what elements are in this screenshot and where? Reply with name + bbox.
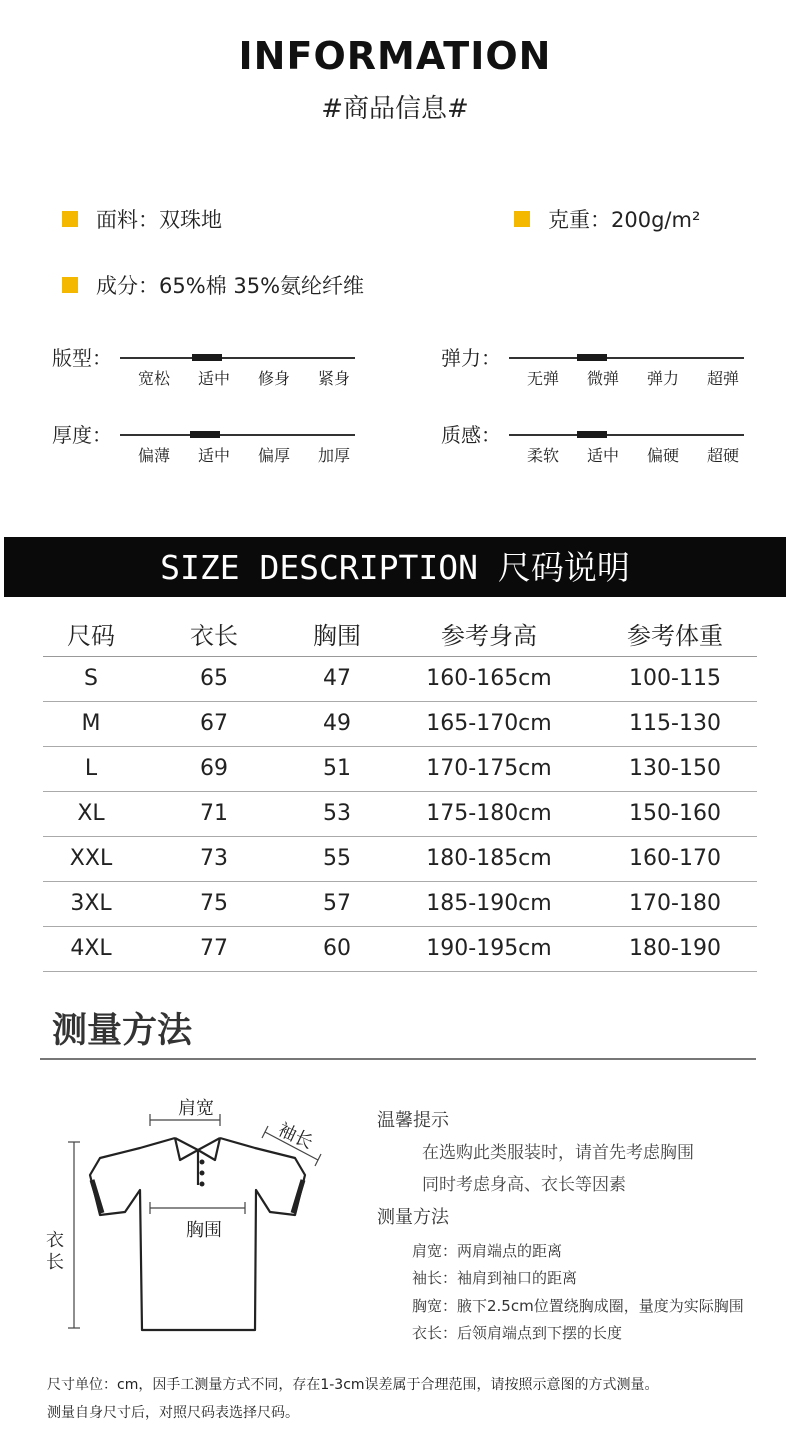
table-cell: 57 [289, 881, 385, 926]
scale-option: 偏硬 [646, 446, 679, 465]
table-row [43, 656, 757, 701]
scale-option: 微弹 [586, 369, 619, 388]
scale-label: 厚度： [52, 423, 112, 447]
info-fabric-text: 面料：双珠地 [96, 208, 222, 232]
column-header: 胸围 [289, 612, 385, 656]
table-row [43, 836, 757, 881]
table-cell: 175-180cm [385, 791, 593, 836]
table-cell: 75 [139, 881, 289, 926]
scale-label: 弹力： [441, 346, 501, 370]
table-cell: 160-165cm [385, 656, 593, 701]
bullet-square-icon [62, 277, 78, 293]
info-composition-text: 成分：65%棉 35%氨纶纤维 [96, 274, 365, 298]
table-cell: 51 [289, 746, 385, 791]
scale-option: 适中 [197, 446, 230, 465]
method-line: 肩宽：两肩端点的距离 [412, 1242, 563, 1260]
scale-option: 适中 [197, 369, 230, 388]
bullet-square-icon [514, 211, 530, 227]
scale-option: 无弹 [526, 369, 559, 388]
table-cell: 170-180 [593, 881, 757, 926]
table-cell: 4XL [43, 926, 139, 971]
scale-thickness [52, 419, 352, 479]
table-cell: 60 [289, 926, 385, 971]
table-cell: 3XL [43, 881, 139, 926]
diagram-label-sleeve: 袖长 [274, 1119, 317, 1154]
info-composition [62, 270, 364, 300]
info-weight [514, 204, 700, 234]
diagram-label-chest: 胸围 [186, 1220, 222, 1241]
scale-option: 紧身 [317, 369, 350, 388]
scale-line [509, 357, 744, 359]
table-cell: 71 [139, 791, 289, 836]
page-title: INFORMATION [238, 34, 552, 78]
column-header: 尺码 [43, 612, 139, 656]
table-row [43, 791, 757, 836]
scale-line [120, 357, 355, 359]
table-cell: 185-190cm [385, 881, 593, 926]
table-cell: S [43, 656, 139, 701]
table-cell: 115-130 [593, 701, 757, 746]
scale-label: 质感： [441, 423, 501, 447]
table-cell: 67 [139, 701, 289, 746]
scale-option: 修身 [257, 369, 290, 388]
table-row [43, 881, 757, 926]
table-cell: 65 [139, 656, 289, 701]
scale-marker [190, 431, 220, 438]
table-cell: 130-150 [593, 746, 757, 791]
table-cell: 180-190 [593, 926, 757, 971]
scale-option: 弹力 [646, 369, 679, 388]
scale-marker [577, 431, 607, 438]
scale-fit [52, 342, 352, 402]
size-table-header [43, 612, 757, 656]
table-cell: 165-170cm [385, 701, 593, 746]
table-cell: 47 [289, 656, 385, 701]
scale-label: 版型： [52, 346, 112, 370]
scale-marker [192, 354, 222, 361]
scale-option: 柔软 [526, 446, 559, 465]
method-line: 衣长：后领肩端点到下摆的长度 [412, 1324, 623, 1342]
diagram-label-length: 衣长 [46, 1230, 64, 1273]
table-cell: XXL [43, 836, 139, 881]
method-line: 袖长：袖肩到袖口的距离 [412, 1269, 578, 1287]
size-table [43, 612, 757, 972]
scale-option: 加厚 [317, 446, 350, 465]
column-header: 参考身高 [385, 612, 593, 656]
method-heading: 测量方法 [377, 1207, 449, 1228]
scale-elasticity [441, 342, 741, 402]
table-cell: XL [43, 791, 139, 836]
scale-option: 适中 [586, 446, 619, 465]
info-weight-text: 克重：200g/m² [548, 208, 701, 232]
footer-note: 测量自身尺寸后，对照尺码表选择尺码。 [47, 1405, 299, 1421]
scale-option: 超硬 [706, 446, 739, 465]
info-fabric [62, 204, 222, 234]
table-cell: 53 [289, 791, 385, 836]
scale-texture [441, 419, 741, 479]
table-cell: 73 [139, 836, 289, 881]
table-cell: 150-160 [593, 791, 757, 836]
scale-option: 宽松 [137, 369, 170, 388]
tips-heading: 温馨提示 [377, 1110, 449, 1131]
tip-line: 同时考虑身高、衣长等因素 [422, 1175, 626, 1195]
table-cell: 170-175cm [385, 746, 593, 791]
bullet-square-icon [62, 211, 78, 227]
divider [40, 1058, 756, 1060]
column-header: 参考体重 [593, 612, 757, 656]
table-cell: 190-195cm [385, 926, 593, 971]
table-row [43, 701, 757, 746]
table-cell: 49 [289, 701, 385, 746]
measure-section-title: 测量方法 [52, 1011, 193, 1051]
table-cell: 160-170 [593, 836, 757, 881]
table-cell: 69 [139, 746, 289, 791]
table-cell: 180-185cm [385, 836, 593, 881]
table-cell: 55 [289, 836, 385, 881]
tip-line: 在选购此类服装时，请首先考虑胸围 [422, 1143, 694, 1163]
table-cell: 100-115 [593, 656, 757, 701]
scale-line [120, 434, 355, 436]
scale-option: 偏厚 [257, 446, 290, 465]
column-header: 衣长 [139, 612, 289, 656]
size-description-banner: SIZE DESCRIPTION 尺码说明 [4, 537, 786, 597]
table-cell: L [43, 746, 139, 791]
scale-marker [577, 354, 607, 361]
table-row [43, 926, 757, 971]
table-row [43, 746, 757, 791]
page-subtitle: #商品信息# [321, 94, 469, 124]
method-line: 胸宽：腋下2.5cm位置绕胸成圈，量度为实际胸围 [412, 1297, 744, 1315]
table-cell: M [43, 701, 139, 746]
scale-option: 超弹 [706, 369, 739, 388]
scale-line [509, 434, 744, 436]
diagram-label-shoulder: 肩宽 [178, 1098, 214, 1119]
scale-option: 偏薄 [137, 446, 170, 465]
footer-note: 尺寸单位：cm，因手工测量方式不同，存在1-3cm误差属于合理范围，请按照示意图的方式测量。 [47, 1377, 659, 1393]
table-cell: 77 [139, 926, 289, 971]
